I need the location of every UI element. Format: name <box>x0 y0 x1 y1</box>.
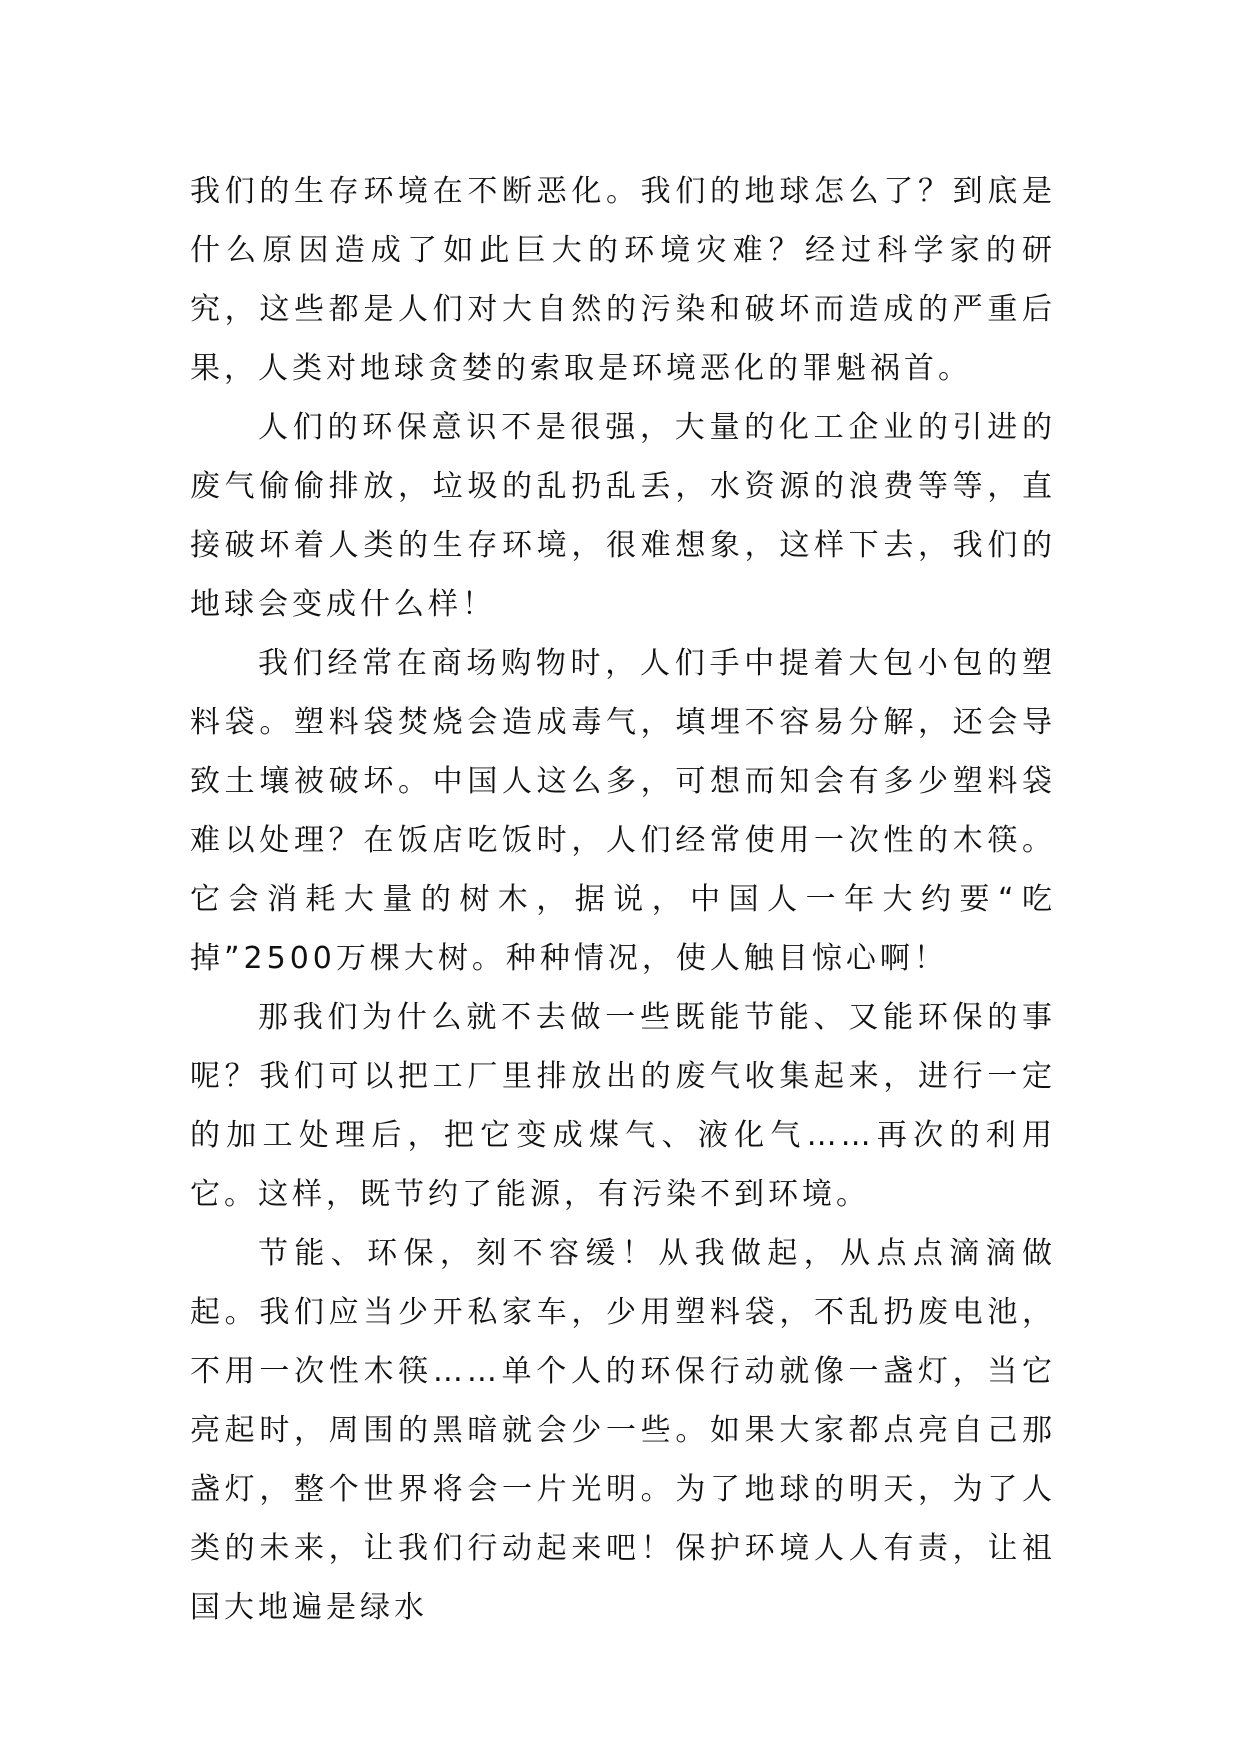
paragraph-3: 我们经常在商场购物时，人们手中提着大包小包的塑料袋。塑料袋焚烧会造成毒气，填埋不容易分解，还会导致土壤被破坏。中国人这么多，可想而知会有多少塑料袋难以处理？在饭店吃饭时，人们经常使用一次性的木筷。它会消耗大量的树木，据说，中国人一年大约要“吃掉”2500万棵大树。种种情况，使人触目惊心啊！ <box>190 646 1056 976</box>
paragraph-2: 人们的环保意识不是很强，大量的化工企业的引进的废气偷偷排放，垃圾的乱扔乱丢，水资源的浪费等等，直接破坏着人类的生存环境，很难想象，这样下去，我们的地球会变成什么样！ <box>190 410 1056 622</box>
paragraph-5: 节能、环保，刻不容缓！从我做起，从点点滴滴做起。我们应当少开私家车，少用塑料袋，不乱扔废电池，不用一次性木筷……单个人的环保行动就像一盏灯，当它亮起时，周围的黑暗就会少一些。如果大家都点亮自己那盏灯，整个世界将会一片光明。为了地球的明天，为了人类的未来，让我们行动起来吧！保护环境人人有责，让祖国大地遍是绿水 <box>190 1236 1056 1625</box>
document-body <box>190 162 1056 1637</box>
paragraph-4: 那我们为什么就不去做一些既能节能、又能环保的事呢？我们可以把工厂里排放出的废气收集起来，进行一定的加工处理后，把它变成煤气、液化气……再次的利用它。这样，既节约了能源，有污染不到环境。 <box>190 1000 1056 1212</box>
paragraph-1: 我们的生存环境在不断恶化。我们的地球怎么了？到底是什么原因造成了如此巨大的环境灾难？经过科学家的研究，这些都是人们对大自然的污染和破坏而造成的严重后果，人类对地球贪婪的索取是环境恶化的罪魁祸首。 <box>190 174 1056 386</box>
